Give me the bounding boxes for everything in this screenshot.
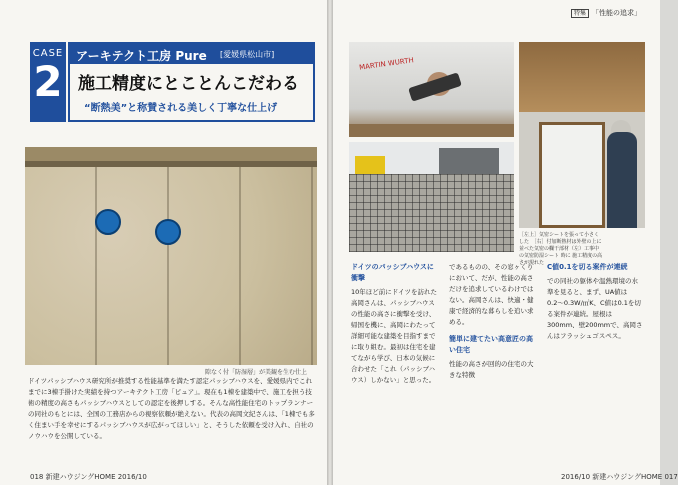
column-heading: C値0.1を切る案件が連続	[547, 263, 628, 271]
window-photo	[519, 42, 645, 228]
case-label: CASE	[32, 48, 64, 59]
left-page	[0, 0, 327, 485]
column-text: であるものの、その窓ヶくりにおいて、だが、性能の高さだけを追求しているわけではない。高岡さんは、快適・健康で経済的な暮らしを追い求める。	[449, 263, 534, 326]
case-badge	[30, 42, 66, 122]
wall-photo	[25, 147, 317, 365]
worker-body	[607, 132, 637, 228]
photo-caption: ［左上］気密シートを張って小さくした ［右］付加断熱材は外壁の上に並べた気密の欄干部材（左）工事中の気密防湿シート 時に 施工精度の高さが現れた	[519, 232, 603, 266]
wall-beam	[25, 147, 317, 161]
photo-caption: 隙なく付「防湿層」が美観を生む仕上	[205, 369, 308, 376]
text-column-2	[449, 262, 537, 381]
intro-text	[28, 376, 316, 442]
column-text: での同社の躯体や温熱環境の水準を見ると、まず、UA値は0.2〜0.3W/㎡K、C値は0.1を切る案件が連続。屋根は300mm、壁200mmで、高岡さんはフラッシュゴスペス。	[547, 277, 643, 340]
neighbor-house	[439, 148, 499, 174]
subtitle: “断熱美”と称賛される美しく丁寧な仕上げ	[84, 103, 278, 114]
firm-area: [愛媛県松山市]	[220, 50, 275, 59]
intro-paragraph: ドイツパッシブハウス研究所が推奨する性能基準を満たす認定パッシブハウスを、愛媛県内でこれまでに3棟手掛けた実績を持つアーキテクト工房「ピュア」。現在も1棟を建築中で、施工を担う技術の精度の高さもパッシブハウスとしての認定を後押しする。そんな高性能住宅のトップランナーの同社のもとには、全国の工務店からの視察依頼が絶えない。代表の高岡文紀さんは、「1棟でも多く住まい手を幸せにするパッシブハウスが広がってほしい」と、そうした依頼を受け入れ、自社のノウハウを公開している。	[28, 377, 315, 440]
page-number: 2016/10 新建ハウジングHOME 017	[561, 473, 678, 481]
text-column-3	[547, 262, 643, 342]
vent-icon	[95, 209, 121, 235]
main-title: 施工精度にとことんこだわる	[78, 74, 299, 94]
wrap-sheet-print: MARTIN WURTH	[358, 56, 415, 72]
wrap-sheet-photo	[349, 42, 514, 137]
column-text: 性能の高さが回的の住宅の大きな特徴	[449, 360, 534, 379]
foundation-photo	[349, 142, 514, 252]
ceiling-beam	[519, 42, 645, 112]
section-tag	[571, 8, 641, 18]
page-number: 018 新建ハウジングHOME 2016/10	[30, 473, 147, 481]
firm-name: アーキテクト工房 Pure	[76, 49, 207, 63]
title-box	[68, 42, 315, 122]
column-heading: 簡単に建てたい高意匠の高い住宅	[449, 335, 533, 354]
firm-row	[70, 44, 313, 64]
case-number: 2	[33, 57, 63, 106]
section-title: 「性能の追求」	[592, 9, 642, 17]
column-heading: ドイツのパッシブハウスに衝撃	[351, 263, 434, 282]
construction-truck	[355, 156, 385, 174]
wall-beam-shadow	[25, 161, 317, 167]
window-frame	[539, 122, 605, 228]
rebar-grid	[349, 174, 514, 252]
column-text: 10年ほど前にドイツを訪れた高岡さんは、パッシブハウスの性能の高さに衝撃を受け、帰国を機に、高岡にわたって詳細可能な建築を目指すまでに取り組む。最初は住宅を建てながら学び、日本の気候に合わせた「これ（パッシブハウス）しかない」と思った。	[351, 288, 437, 384]
right-page	[333, 0, 678, 485]
section-badge: 特集	[571, 9, 589, 18]
vent-icon	[155, 219, 181, 245]
rafter	[349, 124, 514, 137]
text-column-1	[351, 262, 439, 386]
